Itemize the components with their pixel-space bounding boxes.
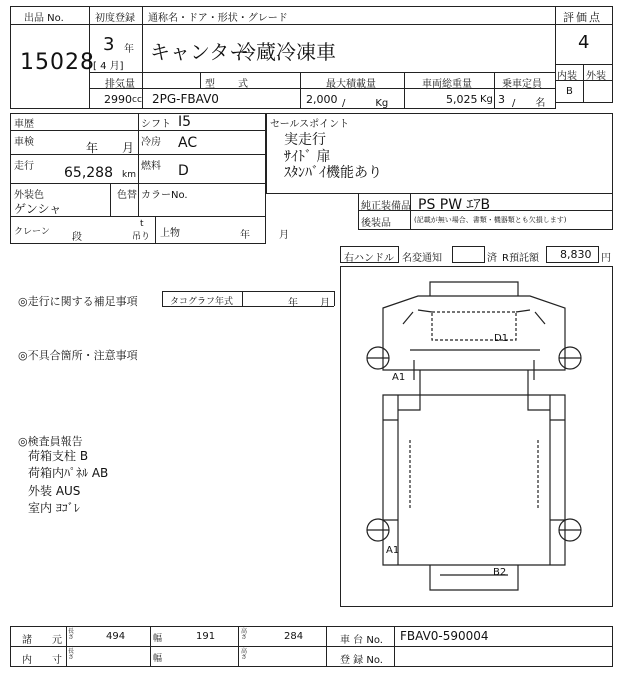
lot-no: 15028	[20, 50, 95, 75]
interior-grade-label: 内装	[557, 71, 577, 82]
displacement-unit: cc	[132, 95, 142, 105]
model-code-label: 型 式	[205, 79, 249, 90]
color-code-label: カラーNo.	[141, 190, 188, 201]
evaluation-score: 4	[578, 32, 590, 53]
capacity-unit: / 名	[512, 98, 546, 109]
damage-mark: B2	[493, 567, 507, 578]
tachograph-month-unit: 月	[320, 298, 330, 309]
inspector-item: 荷箱内ﾊﾟﾈﾙ AB	[28, 466, 109, 480]
defects-label: ◎不具合箇所・注意事項	[18, 349, 138, 362]
height-value: 284	[284, 631, 304, 642]
color-label: 外装色	[14, 190, 44, 201]
chassis-no: FBAV0-590004	[400, 629, 489, 643]
displacement-label: 排気量	[105, 79, 135, 90]
interior-grade: B	[566, 86, 573, 97]
name-change-notice-label: 名変通知	[402, 253, 442, 264]
tachograph-label: タコグラフ年式	[170, 297, 234, 307]
inspector-item: 荷箱支柱 B	[28, 449, 89, 463]
mount-month-unit: 月	[279, 230, 289, 241]
tachograph-year-unit: 年	[288, 298, 298, 309]
displacement: 2990	[104, 93, 132, 106]
driving-notes-label: ◎走行に関する補足事項	[18, 295, 138, 308]
first-reg-year: 3	[103, 34, 115, 55]
crane-lift-unit: 吊り	[132, 232, 151, 242]
exterior-grade-label: 外装	[586, 71, 606, 82]
interior-width-label: 幅	[153, 654, 163, 664]
mount-year-unit: 年	[240, 230, 250, 241]
height-label: 高さ	[241, 628, 248, 641]
aircon-label: 冷房	[141, 137, 161, 148]
inspector-report-label: ◎検査員報告	[18, 435, 83, 448]
crane-ton-unit: t	[140, 219, 144, 229]
dimensions-label: 諸 元	[22, 635, 62, 646]
first-reg-label: 初度登録	[95, 13, 135, 24]
lot-no-label: 出品 No.	[24, 13, 64, 24]
aircon-value: AC	[178, 135, 198, 151]
inspection-year-unit: 年	[86, 141, 99, 155]
inspector-item: 室内 ﾖｺﾞﾚ	[28, 501, 80, 515]
color-value: ゲンシャ	[14, 202, 62, 216]
total-weight-unit: Kg	[480, 94, 493, 105]
history-label: 車歴	[14, 119, 34, 130]
genuine-equipment-label: 純正装備品	[361, 201, 411, 212]
body-type: 冷蔵冷凍車	[236, 40, 336, 64]
sales-point-label: セールスポイント	[270, 119, 350, 130]
fuel-value: D	[178, 163, 189, 179]
evaluation-label: 評価点	[563, 11, 602, 24]
genuine-equipment: PS PW ｴｱB	[418, 197, 491, 213]
damage-mark: A1	[392, 372, 406, 383]
fuel-label: 燃料	[141, 161, 161, 172]
first-reg-year-unit: 年	[124, 44, 134, 55]
recycle-status: 済	[487, 253, 497, 264]
inspector-item: 外装 AUS	[28, 484, 81, 498]
max-load-unit: / Kg	[342, 98, 389, 109]
interior-length-label: 長さ	[68, 648, 75, 661]
recycle-deposit-label: R預託額	[502, 253, 539, 264]
recycle-deposit-amount: 8,830	[560, 248, 592, 261]
max-load-label: 最大積載量	[326, 79, 376, 90]
color-change-label: 色替	[117, 190, 137, 201]
total-weight: 5,025	[446, 93, 478, 106]
interior-dimensions-label: 内 寸	[22, 655, 62, 666]
vehicle-name-label: 通称名・ドア・形状・グレード	[148, 13, 288, 24]
model-name: キャンター	[150, 40, 250, 64]
aftermarket-note: (記載が無い場合、書類・機器類とも欠損します)	[414, 216, 567, 224]
aftermarket-label: 後装品	[361, 218, 391, 229]
shift-value: I5	[178, 114, 192, 130]
sales-point-item: ｽﾀﾝﾊﾞｲ機能あり	[284, 165, 382, 181]
model-code: 2PG-FBAV0	[152, 92, 219, 106]
mileage-label: 走行	[14, 161, 34, 172]
damage-mark: A1	[386, 545, 400, 556]
inspection-month-unit: 月	[122, 141, 135, 155]
max-load: 2,000	[306, 93, 338, 106]
chassis-no-label: 車 台 No.	[340, 635, 383, 646]
crane-label: クレーン	[14, 227, 50, 237]
mount-label: 上物	[160, 228, 180, 239]
registration-no-label: 登 録 No.	[340, 655, 383, 666]
length-value: 494	[106, 631, 126, 642]
mileage-value: 65,288	[64, 165, 113, 181]
width-value: 191	[196, 631, 216, 642]
capacity-label: 乗車定員	[502, 79, 542, 90]
capacity: 3	[498, 93, 505, 106]
mileage-unit: km	[122, 170, 136, 180]
sales-point-item: ｻｲﾄﾞ 扉	[284, 149, 331, 165]
length-label: 長さ	[68, 628, 75, 641]
truck-diagram	[367, 282, 581, 590]
interior-height-label: 高さ	[241, 648, 248, 661]
sales-point-item: 実走行	[284, 132, 326, 148]
inspection-label: 車検	[14, 137, 34, 148]
crane-steps-unit: 段	[72, 232, 82, 243]
shift-label: シフト	[141, 119, 171, 130]
right-hand-drive: 右ハンドル	[344, 253, 394, 264]
damage-mark: D1	[494, 333, 509, 344]
total-weight-label: 車両総重量	[422, 79, 472, 90]
recycle-deposit-unit: 円	[601, 253, 611, 264]
width-label: 幅	[153, 634, 163, 644]
first-reg-month: [ 4 月]	[93, 61, 124, 72]
